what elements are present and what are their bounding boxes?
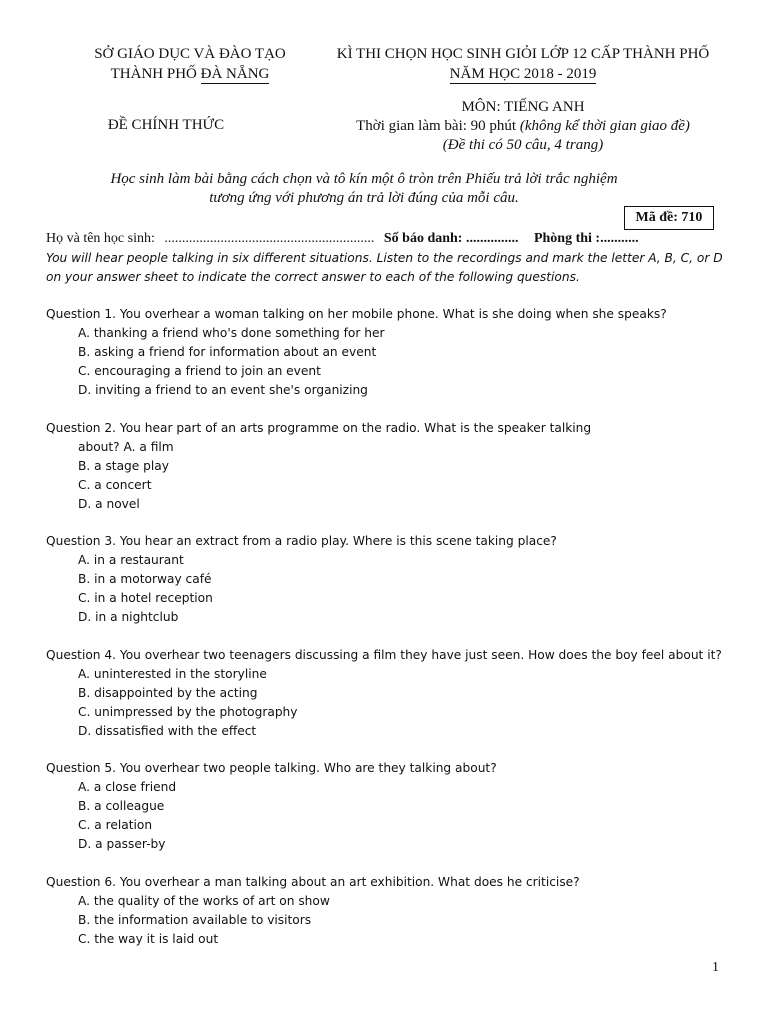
question-stem: Question 3. You hear an extract from a radio play. Where is this scene taking place?: [46, 534, 557, 548]
question-stem: Question 5. You overhear two people talking. Who are they talking about?: [46, 761, 497, 775]
city-name: [40, 64, 340, 84]
question-block: [46, 532, 736, 627]
question-block: [46, 759, 736, 854]
question-list: [46, 305, 736, 967]
city-name-underlined: ĐÀ NẴNG: [200, 66, 270, 82]
department-header: [40, 44, 340, 84]
answer-option: C. a concert: [78, 477, 152, 492]
answer-option: B. a colleague: [78, 799, 165, 813]
answer-option: A. uninterested in the storyline: [78, 666, 267, 681]
listening-instruction: You will hear people talking in six different situations. Listen to the recordings and mark the letter A, B, C, or D on your answer sheet to indicate the correct answer to each of the following questions.: [46, 251, 723, 284]
answer-option: B. the information available to visitors: [78, 912, 312, 927]
answer-option: D. in a nightclub: [78, 610, 179, 624]
candidate-number-dots: ...............: [465, 231, 519, 246]
exam-room-label: Phòng thi :: [533, 231, 601, 246]
exam-room-dots: ...........: [600, 231, 639, 246]
exam-page-info: (Đề thi có 50 câu, 4 trang): [442, 137, 604, 153]
exam-subject: MÔN: TIẾNG ANH: [461, 99, 585, 115]
answer-option: A. thanking a friend who's done something for her: [78, 326, 385, 340]
answer-sheet-instruction: Học sinh làm bài bằng cách chọn và tô kín một ô tròn trên Phiếu trả lời trắc nghiệm tương ứng với phương án trả lời đúng của mỗi câu.: [110, 171, 618, 206]
answer-option: B. in a motorway café: [78, 572, 212, 586]
answer-option: B. asking a friend for information about an event: [78, 345, 377, 359]
answer-option: D. a novel: [78, 496, 140, 511]
answer-option: C. a relation: [78, 818, 153, 832]
answer-option: A. in a restaurant: [78, 553, 184, 567]
question-stem: Question 1. You overhear a woman talking on her mobile phone. What is she doing when she speaks?: [46, 307, 667, 321]
official-exam-label: ĐỀ CHÍNH THỨC: [107, 117, 225, 133]
exam-duration: Thời gian làm bài: 90 phút (không kể thời gian giao đề): [356, 118, 690, 134]
answer-option: about? A. a film: [78, 439, 174, 454]
student-info-line: [46, 231, 726, 247]
answer-option: A. a close friend: [78, 780, 177, 794]
exam-header: [318, 44, 728, 84]
answer-option: C. unimpressed by the photography: [78, 704, 298, 719]
question-block: [46, 305, 736, 400]
answer-option: B. a stage play: [78, 458, 169, 473]
question-block: [46, 646, 736, 741]
question-stem: Question 2. You hear part of an arts programme on the radio. What is the speaker talking: [46, 420, 592, 435]
answer-option: C. the way it is laid out: [78, 931, 219, 946]
student-name-label: Họ và tên học sinh:: [46, 231, 155, 246]
answer-option: C. in a hotel reception: [78, 591, 213, 605]
question-stem: Question 4. You overhear two teenagers discussing a film they have just seen. How does the boy feel about it?: [46, 647, 722, 662]
question-block: [46, 873, 736, 949]
student-name-dots: ............................................................: [164, 231, 375, 246]
question-stem: Question 6. You overhear a man talking about an art exhibition. What does he criticise?: [46, 874, 580, 889]
answer-option: D. a passer-by: [78, 837, 166, 851]
answer-option: B. disappointed by the acting: [78, 685, 258, 700]
department-name: SỞ GIÁO DỤC VÀ ĐÀO TẠO: [94, 46, 286, 62]
candidate-number-label: Số báo danh:: [383, 231, 463, 246]
answer-option: C. encouraging a friend to join an event: [78, 364, 321, 378]
school-year: NĂM HỌC 2018 - 2019: [449, 66, 597, 82]
exam-title: KÌ THI CHỌN HỌC SINH GIỎI LỚP 12 CẤP THÀNH PHỐ: [336, 46, 710, 62]
exam-time-info: [318, 117, 728, 155]
exam-code-box: Mã đề: 710: [624, 206, 714, 230]
page-number: 1: [712, 960, 719, 975]
answer-option: D. dissatisfied with the effect: [78, 723, 257, 738]
city-name-prefix: THÀNH PHỐ: [110, 66, 201, 82]
answer-option: D. inviting a friend to an event she's organizing: [78, 383, 368, 397]
answer-option: A. the quality of the works of art on show: [78, 893, 330, 908]
question-block: [46, 419, 736, 514]
